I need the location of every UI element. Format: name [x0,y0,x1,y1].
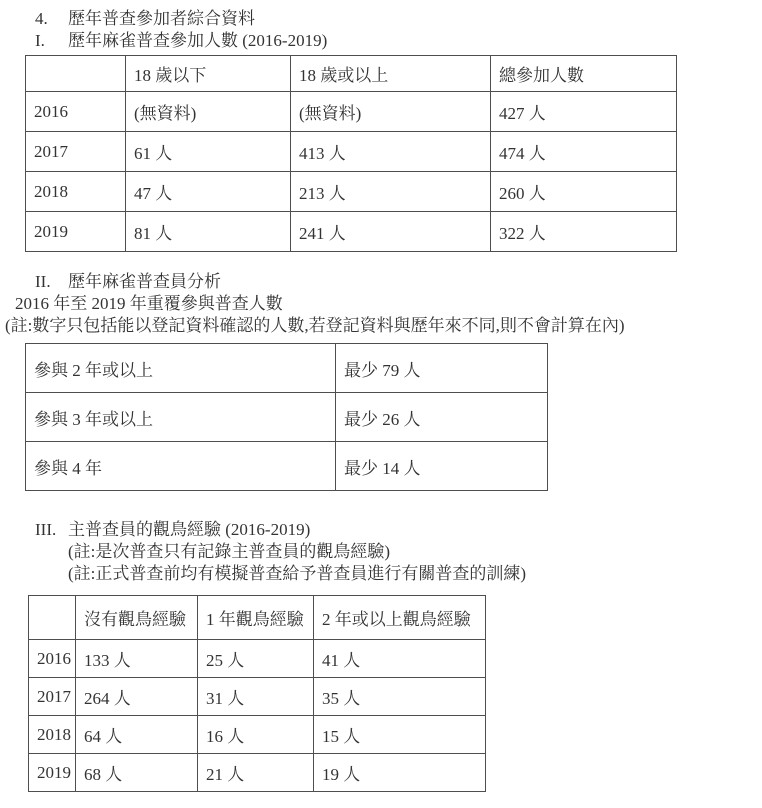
header-cell: 1 年觀鳥經驗 [198,596,314,640]
header-cell: 18 歲或以上 [291,56,491,92]
year-cell: 2018 [29,716,76,754]
table-row [26,172,677,212]
table-row [26,92,677,132]
value-cell: 21 人 [198,754,314,792]
category-cell: 參與 4 年 [26,442,336,491]
table-row [26,393,548,442]
section2-note: (註:數字只包括能以登記資料確認的人數,若登記資料與歷年來不同,則不會計算在內) [5,316,625,335]
value-cell: (無資料) [126,92,291,132]
year-cell: 2016 [26,92,126,132]
value-cell: 213 人 [291,172,491,212]
value-cell: 25 人 [198,640,314,678]
section1-heading [35,30,762,52]
repeat-participation-table [25,343,548,491]
value-cell: 47 人 [126,172,291,212]
year-cell: 2019 [26,212,126,252]
header-cell: 18 歲以下 [126,56,291,92]
value-cell: 241 人 [291,212,491,252]
value-cell: 474 人 [491,132,677,172]
section3-note-1: (註:是次普查只有記錄主普查員的觀鳥經驗) [68,542,391,561]
section3-note-2: (註:正式普查前均有模擬普查給予普查員進行有關普查的訓練) [68,564,527,583]
value-cell: 413 人 [291,132,491,172]
table-row [29,640,486,678]
section1-title: 歷年麻雀普查參加人數 (2016-2019) [68,31,328,50]
category-cell: 參與 3 年或以上 [26,393,336,442]
page-heading [35,8,762,30]
section2-subtitle: 2016 年至 2019 年重覆參與普查人數 [15,294,283,313]
table-row [26,212,677,252]
page-heading-text: 歷年普查參加者綜合資料 [68,9,255,28]
page-heading-number: 4. [35,9,48,28]
year-cell: 2017 [26,132,126,172]
table-row [26,442,548,491]
value-cell: 15 人 [314,716,486,754]
section3-heading [35,519,762,541]
value-cell: 最少 14 人 [336,442,548,491]
value-cell: 81 人 [126,212,291,252]
document-page [0,8,762,808]
header-cell: 2 年或以上觀鳥經驗 [314,596,486,640]
table-header-row [29,596,486,640]
section3-title: 主普查員的觀鳥經驗 (2016-2019) [68,520,311,539]
value-cell: 427 人 [491,92,677,132]
year-cell: 2016 [29,640,76,678]
section3-marker: III. [35,520,57,539]
value-cell: 19 人 [314,754,486,792]
year-cell: 2017 [29,678,76,716]
table-row [29,754,486,792]
birdwatching-experience-table [28,595,486,792]
value-cell: 41 人 [314,640,486,678]
participants-by-age-table [25,55,677,252]
year-cell: 2018 [26,172,126,212]
value-cell: 260 人 [491,172,677,212]
table-row [26,344,548,393]
value-cell: (無資料) [291,92,491,132]
header-cell: 沒有觀鳥經驗 [76,596,198,640]
value-cell: 133 人 [76,640,198,678]
value-cell: 35 人 [314,678,486,716]
value-cell: 最少 26 人 [336,393,548,442]
section1-marker: I. [35,31,45,50]
value-cell: 64 人 [76,716,198,754]
value-cell: 61 人 [126,132,291,172]
table-row [26,132,677,172]
header-cell: 總參加人數 [491,56,677,92]
value-cell: 最少 79 人 [336,344,548,393]
value-cell: 322 人 [491,212,677,252]
table-header-row [26,56,677,92]
section2-marker: II. [35,272,51,291]
section2-title: 歷年麻雀普查員分析 [68,272,221,291]
table-row [29,716,486,754]
table-row [29,678,486,716]
header-cell [29,596,76,640]
section2-heading [35,271,762,293]
value-cell: 16 人 [198,716,314,754]
header-cell [26,56,126,92]
value-cell: 68 人 [76,754,198,792]
value-cell: 31 人 [198,678,314,716]
category-cell: 參與 2 年或以上 [26,344,336,393]
value-cell: 264 人 [76,678,198,716]
year-cell: 2019 [29,754,76,792]
